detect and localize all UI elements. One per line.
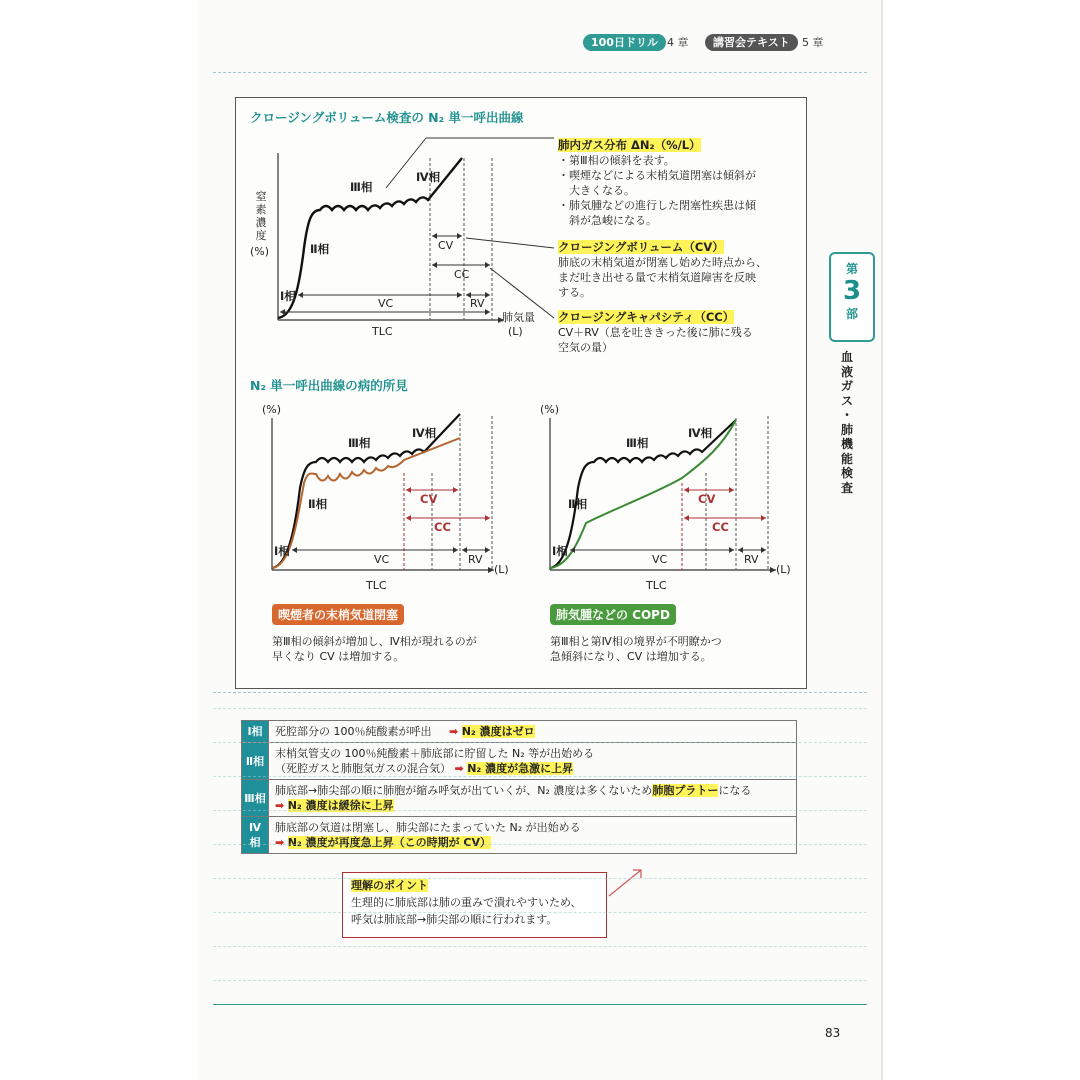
arrow-right-icon: ➡ [454, 762, 464, 775]
row3-highlight: 肺胞プラトー [652, 784, 719, 797]
figure1-title: クロージングボリューム検査の N₂ 単一呼出曲線 [250, 110, 524, 125]
side-title-char: 肺 [840, 422, 853, 437]
side-title-char: 血 [840, 350, 853, 364]
tip-box [342, 872, 607, 938]
figure1-tlc: TLC [372, 325, 393, 338]
left-cc: CC [434, 520, 451, 534]
ruled-line [213, 776, 867, 777]
left-vc: VC [374, 553, 390, 566]
figure1-cv: CV [438, 239, 454, 252]
copd-badge: 肺気腫などの COPD [550, 604, 676, 625]
phase-cell: Ⅰ相 [242, 721, 269, 743]
row1-text: 死腔部分の 100％純酸素が呼出 [275, 725, 432, 738]
y-label-char-line: 窒 [255, 190, 267, 203]
right-cc: CC [712, 520, 729, 534]
left-tlc: TLC [366, 579, 387, 592]
figure1-y-unit: (%) [250, 245, 270, 258]
ann2-title: クロージングボリューム（CV） [558, 240, 724, 254]
figure1-phase2: Ⅱ相 [310, 242, 330, 256]
right-phase3: Ⅲ相 [626, 436, 649, 450]
side-title-char: 査 [840, 480, 853, 495]
ann1-title: 肺内ガス分布 ΔN₂（%/L） [558, 138, 701, 152]
figure2-charts [236, 98, 806, 688]
figure1-phase4: Ⅳ相 [416, 170, 441, 184]
ann1-line: 大きくなる。 [558, 184, 635, 197]
tip-line: 生理的に肺底部は肺の重みで潰れやすいため、 [351, 896, 582, 909]
part-tab-bottom: 部 [845, 307, 858, 321]
side-title-char: 検 [840, 466, 853, 480]
row3-result: N₂ 濃度は緩徐に上昇 [287, 799, 394, 812]
left-phase3: Ⅲ相 [348, 436, 371, 450]
left-phase4: Ⅳ相 [412, 426, 437, 440]
right-cv: CV [698, 492, 716, 506]
table-row [242, 721, 797, 743]
right-tlc: TLC [646, 579, 667, 592]
table-row [242, 817, 797, 854]
left-x-unit: (L) [494, 563, 509, 576]
ann2-line: まだ吐き出せる量で末梢気道障害を反映 [558, 271, 756, 284]
figure2-title: N₂ 単一呼出曲線の病的所見 [250, 378, 408, 393]
left-cv: CV [420, 492, 438, 506]
row2-text: 末梢気管支の 100％純酸素＋肺底部に貯留した N₂ 等が出始める [275, 747, 595, 760]
tip-body [351, 894, 598, 928]
right-rv: RV [744, 553, 759, 566]
smoker-badge: 喫煙者の末梢気道閉塞 [272, 604, 404, 625]
copd-desc-line: 急傾斜になり、CV は増加する。 [550, 650, 712, 663]
phase-cell: Ⅳ相 [242, 817, 269, 854]
arrow-right-icon: ➡ [275, 799, 285, 812]
footer-rule [213, 1004, 867, 1005]
figure-box [235, 97, 807, 689]
row2-result: N₂ 濃度が急激に上昇 [467, 762, 574, 775]
ruled-line [213, 980, 867, 981]
phase-cell: Ⅲ相 [242, 780, 269, 817]
part-tab [829, 252, 875, 342]
figure1-phase3: Ⅲ相 [350, 180, 373, 194]
ruled-line [213, 742, 867, 743]
left-phase2: Ⅱ相 [308, 497, 328, 511]
page-number: 83 [825, 1026, 841, 1040]
figure1-x-label: 肺気量 [502, 311, 535, 324]
phase-table [241, 720, 797, 854]
y-label-char-line: 素 [255, 203, 267, 216]
ann2-line: 肺底の末梢気道が閉塞し始めた時点から、 [558, 256, 767, 269]
y-label-char-line: 濃 [255, 216, 267, 229]
right-phase1: Ⅰ相 [552, 544, 568, 558]
description-cell [269, 743, 797, 780]
description-cell [269, 721, 797, 743]
copd-desc-line: 第Ⅲ相と第Ⅳ相の境界が不明瞭かつ [550, 635, 722, 648]
figure-divider [213, 692, 867, 693]
ruled-line [213, 912, 867, 913]
tip-pointer-icon [607, 866, 647, 902]
right-x-unit: (L) [776, 563, 791, 576]
ann1-line: ・喫煙などによる末梢気道閉塞は傾斜が [558, 169, 756, 182]
arrow-right-icon: ➡ [275, 836, 285, 849]
drill-chapter: 4 章 [667, 36, 689, 49]
description-cell [269, 817, 797, 854]
row1-result: N₂ 濃度はゼロ [461, 725, 535, 738]
ruled-line [213, 844, 867, 845]
ann1-line: 斜が急峻になる。 [558, 214, 657, 227]
smoker-desc-line: 第Ⅲ相の傾斜が増加し、Ⅳ相が現れるのが [272, 635, 477, 648]
smoker-desc-line: 早くなり CV は増加する。 [272, 650, 405, 663]
y-label-char-line: 度 [255, 229, 267, 242]
part-tab-number: 3 [842, 276, 862, 306]
ann3-line: 空気の量） [558, 341, 613, 354]
side-title-char: 能 [840, 451, 853, 466]
arrow-right-icon: ➡ [449, 725, 459, 738]
header-divider [213, 72, 867, 73]
ann1-line: ・第Ⅲ相の傾斜を表す。 [558, 154, 675, 167]
figure1-phase1: Ⅰ相 [280, 289, 296, 303]
drill-label: 100日ドリル [583, 34, 666, 51]
ann3-line: CV＋RV（息を吐ききった後に肺に残る [558, 326, 753, 339]
tip-line: 呼気は肺底部→肺尖部の順に行われます。 [351, 913, 558, 926]
tip-title: 理解のポイント [351, 879, 428, 892]
right-y-unit: (%) [540, 403, 560, 416]
text-label: 講習会テキスト [705, 34, 798, 51]
book-page [197, 0, 883, 1080]
left-y-unit: (%) [262, 403, 282, 416]
ann1-line: ・肺気腫などの進行した閉塞性疾患は傾 [558, 199, 756, 212]
part-vertical-title [837, 350, 857, 495]
ruled-line [213, 946, 867, 947]
row3-text: 肺底部→肺尖部の順に肺胞が縮み呼気が出ていくが、N₂ 濃度は多くないため [275, 784, 653, 797]
copd-description [550, 634, 800, 664]
ann2-line: する。 [558, 286, 591, 299]
row4-text: 肺底部の気道は閉塞し、肺尖部にたまっていた N₂ が出始める [275, 821, 581, 834]
smoker-description [272, 634, 534, 664]
ruled-line [213, 810, 867, 811]
right-phase4: Ⅳ相 [688, 426, 713, 440]
ruled-line [213, 708, 867, 709]
left-rv: RV [468, 553, 483, 566]
ruled-line [213, 878, 867, 879]
text-chapter: 5 章 [802, 36, 824, 49]
figure1-vc: VC [378, 297, 394, 310]
figure1-cc: CC [454, 268, 470, 281]
side-title-char: ガ [840, 379, 853, 393]
right-vc: VC [652, 553, 668, 566]
figure1-x-unit: (L) [508, 325, 523, 338]
part-tab-top: 第 [845, 262, 858, 276]
side-title-char: 機 [840, 437, 853, 451]
row4-result: N₂ 濃度が再度急上昇（この時期が CV） [287, 836, 491, 849]
left-phase1: Ⅰ相 [274, 544, 290, 558]
ann3-title: クロージングキャパシティ（CC） [558, 310, 735, 324]
side-title-char: ス [840, 393, 853, 408]
phase-cell: Ⅱ相 [242, 743, 269, 780]
row3-tail: になる [718, 784, 752, 797]
row2-text2: （死腔ガスと肺胞気ガスの混合気） [275, 762, 451, 775]
side-title-char: 液 [840, 364, 853, 379]
side-title-char: ・ [840, 408, 853, 422]
figure1-rv: RV [470, 297, 485, 310]
table-row [242, 743, 797, 780]
right-phase2: Ⅱ相 [568, 497, 588, 511]
